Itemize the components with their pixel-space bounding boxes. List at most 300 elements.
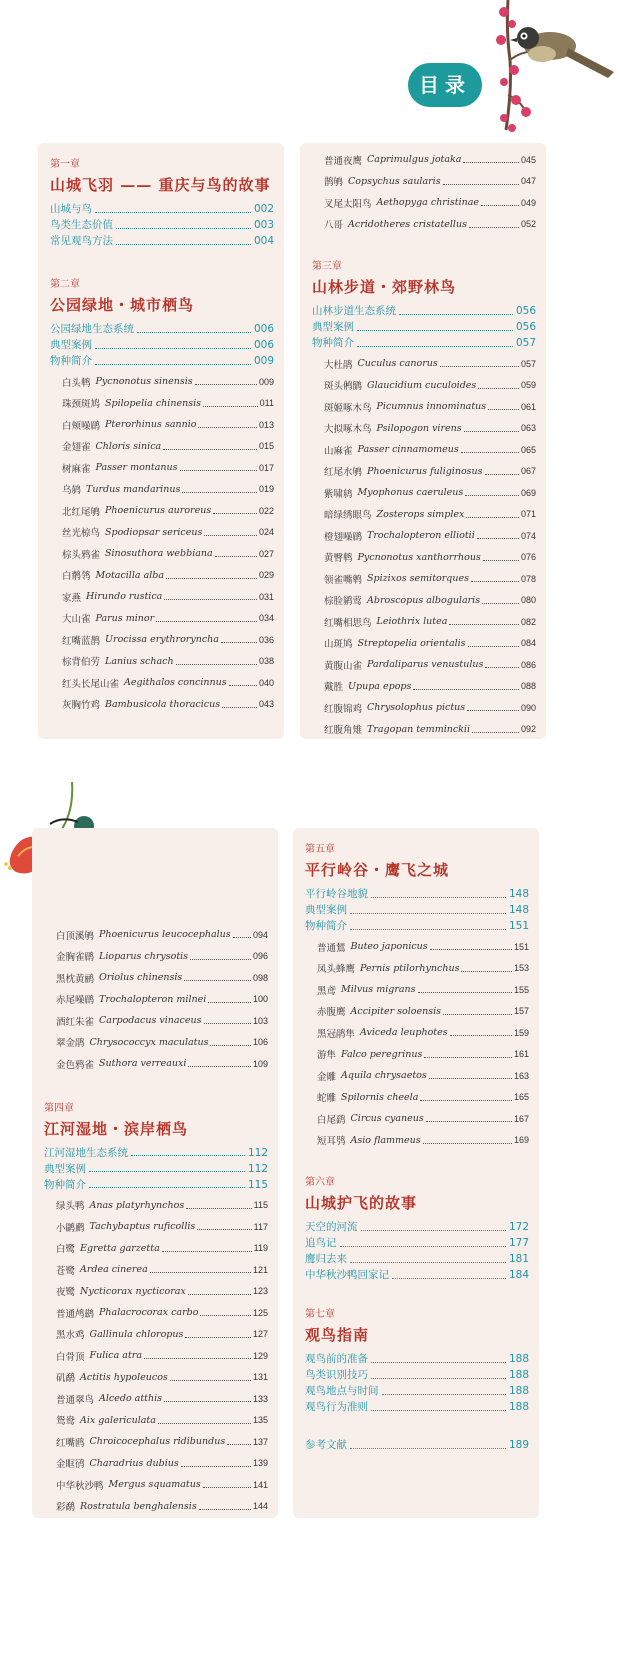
- page-number: 065: [520, 444, 536, 455]
- species-latin-name: Ardea cinerea: [80, 1264, 148, 1276]
- species-entry[interactable]: [44, 1324, 268, 1346]
- leader-dots: [233, 937, 251, 938]
- species-latin-name: Turdus mandarinus: [86, 483, 181, 495]
- leader-dots: [144, 1358, 251, 1359]
- species-entry[interactable]: [44, 1281, 268, 1303]
- species-entry[interactable]: [44, 989, 268, 1011]
- species-chinese-name: 鸳鸯: [56, 1416, 76, 1428]
- species-entry[interactable]: [312, 396, 536, 418]
- species-latin-name: Nycticorax nycticorax: [80, 1285, 186, 1297]
- page-number: 188: [508, 1401, 529, 1413]
- leader-dots: [185, 1337, 251, 1338]
- species-chinese-name: 大山雀: [62, 614, 91, 626]
- species-entry[interactable]: [312, 654, 536, 676]
- species-latin-name: Streptopelia orientalis: [357, 637, 466, 649]
- species-latin-name: Aviceda leuphotes: [360, 1027, 448, 1039]
- section-title: 典型案例: [50, 339, 92, 351]
- species-entry[interactable]: [50, 436, 274, 458]
- page-number: 034: [258, 613, 274, 624]
- leader-dots: [449, 624, 519, 625]
- toc-panel-4: [293, 828, 539, 1518]
- species-chinese-name: 黑水鸡: [56, 1330, 85, 1342]
- page-number: 004: [253, 235, 274, 247]
- species-entry[interactable]: [44, 1367, 268, 1389]
- toc-title-badge: 目录: [408, 63, 482, 107]
- page-number: 071: [520, 509, 536, 520]
- species-latin-name: Anas platyrhynchos: [89, 1199, 185, 1211]
- page-number: 117: [253, 1221, 268, 1232]
- species-entry[interactable]: [312, 504, 536, 526]
- section-title: 典型案例: [305, 904, 347, 916]
- species-latin-name: Phoenicurus fuliginosus: [367, 465, 483, 477]
- leader-dots: [350, 929, 506, 930]
- species-entry[interactable]: [44, 1302, 268, 1324]
- species-latin-name: Mergus squamatus: [108, 1479, 201, 1491]
- species-latin-name: Spizixos semitorques: [367, 573, 469, 585]
- section-title: 典型案例: [312, 321, 354, 333]
- leader-dots: [190, 959, 251, 960]
- page-number: 098: [252, 972, 268, 983]
- page-number: 153: [513, 963, 529, 974]
- species-chinese-name: 翠金鹃: [56, 1038, 85, 1050]
- page-number: 049: [520, 197, 536, 208]
- chapter-label: 第二章: [50, 279, 80, 290]
- section-title: 天空的河流: [305, 1221, 358, 1233]
- leader-dots: [371, 897, 506, 898]
- section-title: 观鸟前的准备: [305, 1353, 368, 1365]
- species-chinese-name: 黄臀鹎: [324, 553, 353, 565]
- species-chinese-name: 树麻雀: [62, 463, 91, 475]
- page-number: 006: [253, 323, 274, 335]
- species-chinese-name: 赤腹鹰: [317, 1007, 346, 1019]
- page-number: 137: [252, 1436, 268, 1447]
- page-number: 057: [520, 358, 536, 369]
- species-entry[interactable]: [44, 1238, 268, 1260]
- leader-dots: [229, 685, 257, 686]
- leader-dots: [162, 1251, 252, 1252]
- leader-dots: [482, 603, 519, 604]
- species-chinese-name: 红腹角雉: [324, 725, 363, 737]
- species-entry[interactable]: [50, 565, 274, 587]
- species-entry[interactable]: [50, 500, 274, 522]
- page-number: 036: [258, 634, 274, 645]
- chapter-title: 平行岭谷・鹰飞之城: [305, 861, 450, 879]
- species-entry[interactable]: [44, 1496, 268, 1518]
- page-number: 189: [508, 1439, 529, 1451]
- leader-dots: [461, 452, 519, 453]
- species-entry[interactable]: [44, 1453, 268, 1475]
- page-number: 184: [508, 1269, 529, 1281]
- toc-panel-1: [38, 143, 284, 739]
- leader-dots: [361, 1230, 506, 1231]
- species-chinese-name: 金色鸦雀: [56, 1059, 95, 1071]
- species-entry[interactable]: [44, 946, 268, 968]
- species-chinese-name: 乌鸫: [62, 485, 82, 497]
- species-latin-name: Rostratula benghalensis: [80, 1500, 197, 1512]
- species-latin-name: Carpodacus vinaceus: [99, 1015, 202, 1027]
- species-entry[interactable]: [305, 1087, 529, 1109]
- species-latin-name: Tachybaptus ruficollis: [89, 1221, 196, 1233]
- species-latin-name: Copsychus saularis: [348, 175, 441, 187]
- chapter-title: 公园绿地・城市栖鸟: [50, 296, 195, 314]
- chapter-label: 第五章: [305, 844, 335, 855]
- section-link[interactable]: [44, 1145, 268, 1161]
- section-link[interactable]: [305, 1251, 529, 1267]
- chapter-label: 第七章: [305, 1309, 335, 1320]
- species-entry[interactable]: [305, 1022, 529, 1044]
- leader-dots: [461, 971, 512, 972]
- page-number: 167: [513, 1113, 529, 1124]
- species-chinese-name: 北红尾鸲: [62, 506, 101, 518]
- page-number: 013: [258, 419, 274, 430]
- species-entry[interactable]: [312, 192, 536, 214]
- chapter-1: [50, 155, 274, 249]
- page-number: 088: [520, 681, 536, 692]
- leader-dots: [95, 212, 251, 213]
- page-number: 029: [258, 570, 274, 581]
- species-chinese-name: 山斑鸠: [324, 639, 353, 651]
- leader-dots: [426, 1121, 512, 1122]
- page-number: 096: [252, 951, 268, 962]
- species-entry[interactable]: [312, 633, 536, 655]
- page-number: 112: [247, 1162, 268, 1175]
- chapter-title: 观鸟指南: [305, 1326, 370, 1344]
- page-number: 151: [508, 920, 529, 932]
- species-entry[interactable]: [44, 1431, 268, 1453]
- page-number: 155: [513, 984, 529, 995]
- leader-dots: [450, 1035, 512, 1036]
- page-number: 038: [258, 656, 274, 667]
- leader-dots: [222, 707, 257, 708]
- species-entry[interactable]: [312, 214, 536, 236]
- species-chinese-name: 凤头蜂鹰: [317, 964, 356, 976]
- chapter-7: [305, 1305, 529, 1415]
- section-link[interactable]: [50, 233, 274, 249]
- species-entry[interactable]: [312, 375, 536, 397]
- species-latin-name: Charadrius dubius: [89, 1457, 179, 1469]
- species-latin-name: Actitis hypoleucos: [80, 1371, 168, 1383]
- leader-dots: [418, 992, 512, 993]
- species-entry[interactable]: [305, 1130, 529, 1152]
- section-link[interactable]: [50, 353, 274, 369]
- section-link[interactable]: [50, 217, 274, 233]
- species-chinese-name: 红嘴鸥: [56, 1437, 85, 1449]
- species-chinese-name: 棕头鸦雀: [62, 549, 101, 561]
- page-number: 161: [513, 1049, 529, 1060]
- leader-dots: [204, 1023, 251, 1024]
- species-entry[interactable]: [50, 586, 274, 608]
- section-title: 平行岭谷地貌: [305, 888, 368, 900]
- leader-dots: [116, 228, 251, 229]
- page-number: 074: [520, 530, 536, 541]
- species-chinese-name: 灰胸竹鸡: [62, 700, 101, 712]
- leader-dots: [137, 332, 251, 333]
- section-link[interactable]: [305, 1367, 529, 1383]
- leader-dots: [423, 1143, 512, 1144]
- section-link[interactable]: [50, 201, 274, 217]
- bird-on-plum-blossom-illustration: [468, 0, 618, 140]
- page-number: 112: [247, 1146, 268, 1159]
- leader-dots: [163, 449, 257, 450]
- page-number: 017: [258, 462, 274, 473]
- species-entry[interactable]: [50, 629, 274, 651]
- section-link[interactable]: [305, 902, 529, 918]
- section-title: 物种简介: [50, 355, 92, 367]
- leader-dots: [95, 364, 251, 365]
- species-list: [312, 353, 536, 740]
- species-entry[interactable]: [44, 967, 268, 989]
- species-entry[interactable]: [312, 353, 536, 375]
- page-number: 157: [513, 1006, 529, 1017]
- species-entry[interactable]: [312, 149, 536, 171]
- species-entry[interactable]: [44, 1345, 268, 1367]
- page-number: 022: [258, 505, 274, 516]
- reference-link[interactable]: [305, 1437, 529, 1453]
- leader-dots: [195, 384, 257, 385]
- page-number: 090: [520, 702, 536, 713]
- species-latin-name: Chrysococcyx maculatus: [89, 1036, 209, 1048]
- species-entry[interactable]: [305, 1108, 529, 1130]
- species-latin-name: Passer cinnamomeus: [357, 444, 459, 456]
- species-chinese-name: 白鹡鸰: [62, 571, 91, 583]
- species-latin-name: Tragopan temminckii: [367, 723, 471, 735]
- page-number: 159: [513, 1027, 529, 1038]
- page-number: 106: [252, 1037, 268, 1048]
- species-chinese-name: 黑冠鹃隼: [317, 1028, 356, 1040]
- species-entry[interactable]: [312, 568, 536, 590]
- section-link[interactable]: [312, 319, 536, 335]
- page-number: 086: [520, 659, 536, 670]
- species-list: [44, 1195, 268, 1518]
- species-latin-name: Bambusicola thoracicus: [105, 698, 221, 710]
- species-entry[interactable]: [50, 672, 274, 694]
- species-entry[interactable]: [50, 479, 274, 501]
- leader-dots: [186, 1208, 251, 1209]
- species-chinese-name: 小䴙䴘: [56, 1222, 85, 1234]
- section-link[interactable]: [50, 321, 274, 337]
- species-entry[interactable]: [312, 482, 536, 504]
- species-latin-name: Zosterops simplex: [376, 508, 465, 520]
- species-chinese-name: 夜鹭: [56, 1287, 76, 1299]
- species-latin-name: Glaucidium cuculoides: [367, 379, 477, 391]
- leader-dots: [440, 366, 519, 367]
- species-chinese-name: 短耳鸮: [317, 1136, 346, 1148]
- leader-dots: [210, 1045, 251, 1046]
- species-entry[interactable]: [312, 590, 536, 612]
- page-number: 115: [253, 1200, 268, 1211]
- page-number: 056: [515, 321, 536, 333]
- leader-dots: [466, 517, 519, 518]
- species-entry[interactable]: [44, 1053, 268, 1075]
- leader-dots: [485, 474, 519, 475]
- section-title: 鹰归去来: [305, 1253, 347, 1265]
- species-entry[interactable]: [312, 525, 536, 547]
- section-link[interactable]: [305, 1383, 529, 1399]
- species-entry[interactable]: [312, 418, 536, 440]
- species-list: [305, 936, 529, 1151]
- species-entry[interactable]: [50, 543, 274, 565]
- section-link[interactable]: [305, 1399, 529, 1415]
- leader-dots: [382, 1394, 506, 1395]
- species-latin-name: Pterorhinus sannio: [105, 419, 197, 431]
- toc-panel-2: [300, 143, 546, 739]
- species-entry[interactable]: [305, 1001, 529, 1023]
- page-number: 061: [520, 401, 536, 412]
- leader-dots: [399, 314, 513, 315]
- species-chinese-name: 普通翠鸟: [56, 1394, 95, 1406]
- page-number: 082: [520, 616, 536, 627]
- species-entry[interactable]: [50, 522, 274, 544]
- chapter-4: [44, 1099, 268, 1518]
- species-entry[interactable]: [305, 1065, 529, 1087]
- species-chinese-name: 黄腹山雀: [324, 660, 363, 672]
- species-latin-name: Lanius schach: [105, 655, 174, 667]
- page-number: 188: [508, 1369, 529, 1381]
- page-number: 121: [252, 1264, 268, 1275]
- section-link[interactable]: [305, 1351, 529, 1367]
- species-entry[interactable]: [312, 461, 536, 483]
- species-entry[interactable]: [50, 608, 274, 630]
- species-entry[interactable]: [44, 924, 268, 946]
- species-entry[interactable]: [44, 1032, 268, 1054]
- leader-dots: [182, 492, 257, 493]
- section-title: 观鸟行为准则: [305, 1401, 368, 1413]
- species-latin-name: Parus minor: [95, 612, 155, 624]
- species-entry[interactable]: [44, 1474, 268, 1496]
- species-entry[interactable]: [312, 611, 536, 633]
- species-chinese-name: 黑枕黄鹂: [56, 973, 95, 985]
- species-chinese-name: 普通夜鹰: [324, 155, 363, 167]
- leader-dots: [350, 913, 506, 914]
- species-chinese-name: 金眶鸻: [56, 1459, 85, 1471]
- section-link[interactable]: [312, 303, 536, 319]
- species-latin-name: Pycnonotus xanthorrhous: [357, 551, 481, 563]
- species-entry[interactable]: [305, 958, 529, 980]
- species-chinese-name: 白鹭: [56, 1244, 76, 1256]
- species-entry[interactable]: [312, 719, 536, 741]
- species-entry[interactable]: [50, 393, 274, 415]
- leader-dots: [483, 560, 519, 561]
- species-entry[interactable]: [50, 694, 274, 716]
- species-latin-name: Acridotheres cristatellus: [348, 218, 467, 230]
- leader-dots: [472, 732, 519, 733]
- species-latin-name: Pernis ptilorhynchus: [360, 962, 460, 974]
- section-link[interactable]: [305, 1267, 529, 1283]
- species-latin-name: Picumnus innominatus: [376, 401, 487, 413]
- section-link[interactable]: [305, 918, 529, 934]
- leader-dots: [204, 535, 257, 536]
- species-latin-name: Aix galericulata: [80, 1414, 156, 1426]
- section-link[interactable]: [305, 1219, 529, 1235]
- species-chinese-name: 戴胜: [324, 682, 344, 694]
- page-number: 127: [252, 1329, 268, 1340]
- species-entry[interactable]: [50, 371, 274, 393]
- species-entry[interactable]: [44, 1216, 268, 1238]
- leader-dots: [371, 1410, 506, 1411]
- species-entry[interactable]: [312, 547, 536, 569]
- species-latin-name: Suthora verreauxi: [99, 1058, 187, 1070]
- species-latin-name: Phoenicurus auroreus: [105, 505, 212, 517]
- species-chinese-name: 酒红朱雀: [56, 1016, 95, 1028]
- section-title: 中华秋沙鸭回家记: [305, 1269, 389, 1281]
- species-entry[interactable]: [44, 1010, 268, 1032]
- section-link[interactable]: [50, 337, 274, 353]
- page-number: 080: [520, 595, 536, 606]
- page-number: 002: [253, 203, 274, 215]
- leader-dots: [158, 1423, 251, 1424]
- species-latin-name: Cuculus canorus: [357, 358, 438, 370]
- species-latin-name: Chloris sinica: [95, 440, 162, 452]
- section-link[interactable]: [305, 1235, 529, 1251]
- leader-dots: [199, 1509, 251, 1510]
- section-title: 鸟类识别技巧: [305, 1369, 368, 1381]
- species-entry[interactable]: [305, 936, 529, 958]
- species-latin-name: Buteo japonicus: [350, 941, 428, 953]
- leader-dots: [176, 664, 257, 665]
- page-number: 027: [258, 548, 274, 559]
- page-number: 092: [520, 724, 536, 735]
- species-latin-name: Lioparus chrysotis: [99, 950, 189, 962]
- page-number: 135: [252, 1415, 268, 1426]
- species-entry[interactable]: [50, 457, 274, 479]
- species-entry[interactable]: [44, 1388, 268, 1410]
- page-number: 056: [515, 305, 536, 317]
- species-latin-name: Leiothrix lutea: [376, 616, 448, 628]
- page-number: 069: [520, 487, 536, 498]
- page-number: 139: [252, 1458, 268, 1469]
- leader-dots: [198, 427, 256, 428]
- section-link[interactable]: [305, 886, 529, 902]
- species-entry[interactable]: [312, 697, 536, 719]
- species-entry[interactable]: [312, 676, 536, 698]
- species-chinese-name: 红头长尾山雀: [62, 678, 120, 690]
- species-chinese-name: 八哥: [324, 220, 344, 232]
- section-link[interactable]: [312, 335, 536, 351]
- species-entry[interactable]: [50, 414, 274, 436]
- species-entry[interactable]: [44, 1259, 268, 1281]
- section-link[interactable]: [44, 1161, 268, 1177]
- leader-dots: [197, 1229, 251, 1230]
- leader-dots: [471, 581, 519, 582]
- species-entry[interactable]: [312, 171, 536, 193]
- page-number: 031: [258, 591, 274, 602]
- species-entry[interactable]: [305, 979, 529, 1001]
- page-number: 151: [513, 941, 529, 952]
- leader-dots: [371, 1378, 506, 1379]
- species-entry[interactable]: [305, 1044, 529, 1066]
- species-latin-name: Myophonus caeruleus: [357, 487, 464, 499]
- section-link[interactable]: [44, 1177, 268, 1193]
- chapter-label: 第四章: [44, 1102, 74, 1114]
- page-number: 059: [520, 380, 536, 391]
- species-entry[interactable]: [44, 1410, 268, 1432]
- species-entry[interactable]: [312, 439, 536, 461]
- leader-dots: [350, 1262, 506, 1263]
- species-entry[interactable]: [44, 1195, 268, 1217]
- species-latin-name: Gallinula chloropus: [89, 1328, 184, 1340]
- toc-panel-3: [32, 828, 278, 1518]
- page-number: 040: [258, 677, 274, 688]
- species-entry[interactable]: [50, 651, 274, 673]
- species-chinese-name: 白尾鹞: [317, 1114, 346, 1126]
- leader-dots: [170, 1380, 251, 1381]
- leader-dots: [164, 599, 257, 600]
- page-number: 052: [520, 219, 536, 230]
- chapter-label: 第六章: [305, 1177, 335, 1188]
- page-number: 163: [513, 1070, 529, 1081]
- chapter-3: [312, 257, 536, 740]
- page-number: 169: [513, 1135, 529, 1146]
